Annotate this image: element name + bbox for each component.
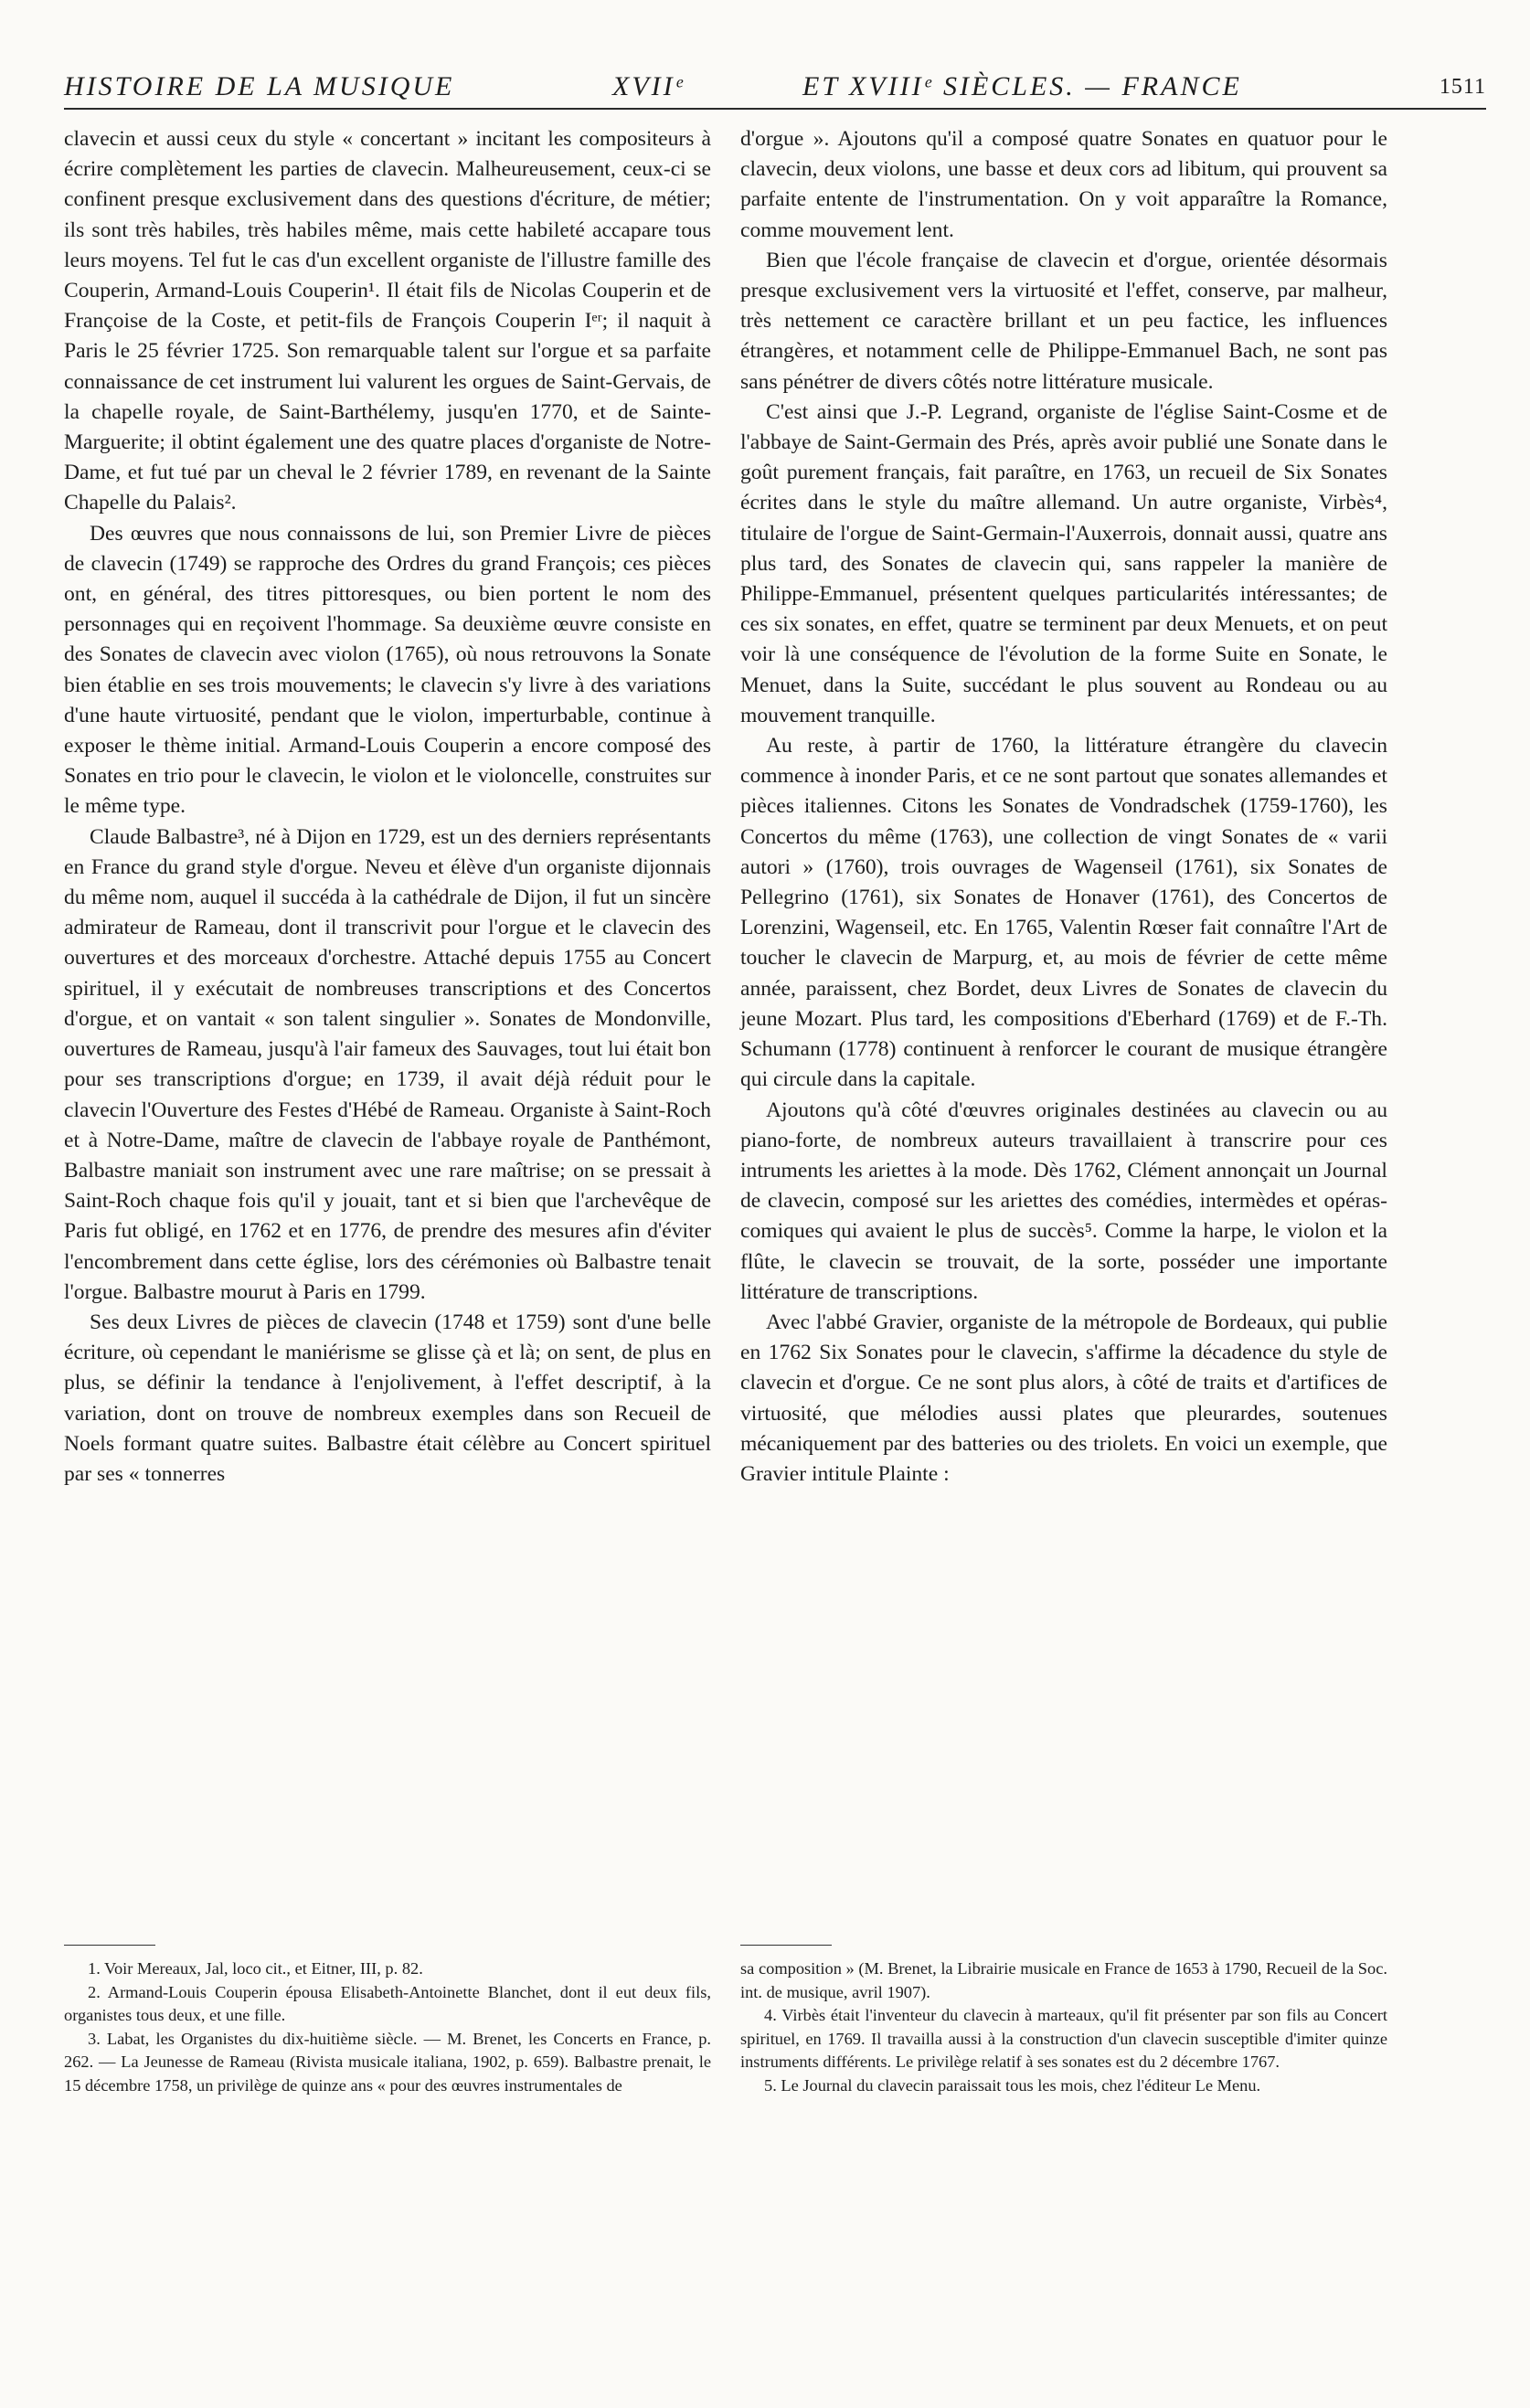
paragraph: Avec l'abbé Gravier, organiste de la métropole de Bordeaux, qui publie en 1762 Six Sonates pour le clavecin, s'affirme la décadence du style de clavecin et d'orgue. Ce ne sont plus alors, à côté de traits et d'artifices de virtuosité, que mélodies aussi plates que pleurardes, soutenues mécaniquement par des batteries ou des triolets. En voici un exemple, que Gravier intitule Plainte : [740, 1310, 1387, 1486]
paragraph: Ajoutons qu'à côté d'œuvres originales destinées au clavecin ou au piano-forte, de nombreux auteurs travaillaient à transcrire pour ces intruments les ariettes à la mode. Dès 1762, Clément annonçait un Journal de clavecin, composé sur les ariettes des comédies, intermèdes et opéras-comiques qui avaient le plus de succès⁵. Comme la harpe, le violon et la flûte, le clavecin se trouvait, de la sorte, posséder une importante littérature de transcriptions. [740, 1098, 1387, 1304]
paragraph: C'est ainsi que J.-P. Legrand, organiste de l'église Saint-Cosme et de l'abbaye de Saint-Germain des Prés, après avoir publié une Sonate dans le goût purement français, fait paraître, en 1763, un recueil de Six Sonates écrites dans le style du maître allemand. Un autre organiste, Virbès⁴, titulaire de l'orgue de Saint-Germain-l'Auxerrois, donnait aussi, quatre ans plus tard, des Sonates de clavecin qui, sans rappeler la manière de Philippe-Emmanuel, présentent quelques particularités intéressantes; de ces six sonates, en effet, quatre se terminent par deux Menuets, et on peut voir là une conséquence de l'évolution de la forme Suite en Sonate, le Menuet, dans la Suite, succédant le plus souvent au Rondeau ou au mouvement tranquille. [740, 399, 1387, 727]
left-column [64, 124, 711, 1490]
footnote-divider [64, 1945, 155, 1946]
footnote: 5. Le Journal du clavecin paraissait tous les mois, chez l'éditeur Le Menu. [764, 2075, 1261, 2095]
paragraph: Des œuvres que nous connaissons de lui, son Premier Livre de pièces de clavecin (1749) se rapproche des Ordres du grand François; ces pièces ont, en général, des titres pittoresques, ou bien portent le nom des personnages qui en reçoivent l'hommage. Sa deuxième œuvre consiste en des Sonates de clavecin avec violon (1765), où nous retrouvons la Sonate bien établie en ses trois mouvements; le clavecin s'y livre à des variations d'une haute virtuosité, pendant que le violon, imperturbable, continue à exposer le thème initial. Armand-Louis Couperin a encore composé des Sonates en trio pour le clavecin, le violon et le violoncelle, construites sur le même type. [64, 521, 711, 819]
paragraph: Ses deux Livres de pièces de clavecin (1748 et 1759) sont d'une belle écriture, où cependant le maniérisme se glisse çà et là; on sent, de plus en plus, se définir la tendance à l'enjolivement, à l'effet descriptif, à la variation, dont on trouve de nombreux exemples dans son Recueil de Noels formant quatre suites. Balbastre était célèbre au Concert spirituel par ses « tonnerres [64, 1310, 711, 1486]
right-column [740, 124, 1387, 1490]
footnote-continued: sa composition » (M. Brenet, la Librairie musicale en France de 1653 à 1790, Recueil de la Soc. int. de musique, avril 1907). [740, 1959, 1387, 2001]
header-title-right: ET XVIIIᵉ SIÈCLES. — FRANCE [802, 71, 1242, 101]
footnote: 3. Labat, les Organistes du dix-huitième siècle. — M. Brenet, les Concerts en France, p. 262. — La Jeunesse de Rameau (Rivista musicale italiana, 1902, p. 659). Balbastre prenait, le 15 décembre 1758, un privilège de quinze ans « pour des œuvres instrumentales de [64, 2029, 711, 2095]
header-title-left: HISTOIRE DE LA MUSIQUE [64, 71, 455, 101]
page-number: 1511 [1439, 75, 1486, 99]
paragraph: d'orgue ». Ajoutons qu'il a composé quatre Sonates en quatuor pour le clavecin, deux violons, une basse et deux cors ad libitum, qui prouvent sa parfaite entente de l'instrumentation. On y voit apparaître la Romance, comme mouvement lent. [740, 127, 1387, 242]
footnotes-right [740, 1957, 1387, 2098]
paragraph: Claude Balbastre³, né à Dijon en 1729, est un des derniers représentants en France du grand style d'orgue. Neveu et élève d'un organiste dijonnais du même nom, auquel il succéda à la cathédrale de Dijon, il fut un sincère admirateur de Rameau, dont il transcrivit pour l'orgue et le clavecin des ouvertures et des morceaux d'orchestre. Attaché depuis 1755 au Concert spirituel, il y exécutait de nombreuses transcriptions et des Concertos d'orgue, et on vantait « son talent singulier ». Sonates de Mondonville, ouvertures de Rameau, jusqu'à l'air fameux des Sauvages, tout lui était bon pour ses transcriptions d'orgue; en 1739, il avait déjà réduit pour le clavecin l'Ouverture des Festes d'Hébé de Rameau. Organiste à Saint-Roch et à Notre-Dame, maître de clavecin de l'abbaye royale de Panthémont, Balbastre maniait son instrument avec une rare maîtrise; on se pressait à Saint-Roch chaque fois qu'il y jouait, tant et si bien que l'archevêque de Paris fut obligé, en 1762 et en 1776, de prendre des mesures afin d'éviter l'encombrement dans cette église, lors des cérémonies où Balbastre tenait l'orgue. Balbastre mourut à Paris en 1799. [64, 824, 711, 1304]
footnote: 2. Armand-Louis Couperin épousa Elisabeth-Antoinette Blanchet, dont il eut deux fils, organistes tous deux, et une fille. [64, 1982, 711, 2025]
paragraph: Bien que l'école française de clavecin et d'orgue, orientée désormais presque exclusivement vers la virtuosité et l'effet, conserve, par malheur, très nettement ce caractère brillant et un peu factice, les influences étrangères, et notamment celle de Philippe-Emmanuel Bach, ne sont pas sans pénétrer de divers côtés notre littérature musicale. [740, 248, 1387, 394]
paragraph: clavecin et aussi ceux du style « concertant » incitant les compositeurs à écrire complètement les parties de clavecin. Malheureusement, ceux-ci se confinent presque exclusivement dans des questions d'écriture, de métier; ils sont très habiles, très habiles même, mais cette habileté accapare tous leurs moyens. Tel fut le cas d'un excellent organiste de l'illustre famille des Couperin, Armand-Louis Couperin¹. Il était fils de Nicolas Couperin et de Françoise de la Coste, et petit-fils de François Couperin Iᵉʳ; il naquit à Paris le 25 février 1725. Son remarquable talent sur l'orgue et sa parfaite connaissance de cet instrument lui valurent les orgues de Saint-Gervais, de la chapelle royale, de Saint-Barthélemy, jusqu'en 1770, et de Sainte-Marguerite; il obtint également une des quatre places d'organiste de Notre-Dame, et fut tué par un cheval le 2 février 1789, en revenant de la Sainte Chapelle du Palais². [64, 127, 711, 515]
footnote-divider [740, 1945, 832, 1946]
footnotes-left [64, 1957, 711, 2098]
header-title-mid: XVIIᵉ [612, 71, 685, 101]
paragraph: Au reste, à partir de 1760, la littérature étrangère du clavecin commence à inonder Paris, et ce ne sont partout que sonates allemandes et pièces italiennes. Citons les Sonates de Vondradschek (1759-1760), les Concertos du même (1763), une collection de vingt Sonates de « varii autori » (1760), trois ouvrages de Wagenseil (1761), six Sonates de Pellegrino (1761), six Sonates de Honaver (1761), des Concertos de Lorenzini, Wagenseil, etc. En 1765, Valentin Rœser fait connaître l'Art de toucher le clavecin de Marpurg, et, au mois de février de cette même année, paraissent, chez Bordet, deux Livres de Sonates de clavecin du jeune Mozart. Plus tard, les compositions d'Eberhard (1769) et de F.-Th. Schumann (1778) continuent à renforcer le courant de musique étrangère qui circule dans la capitale. [740, 734, 1387, 1092]
footnote: 4. Virbès était l'inventeur du clavecin à marteaux, qu'il fit présenter par son fils au Concert spirituel, en 1769. Il travailla aussi à la construction d'un clavecin susceptible d'imiter quinze instruments différents. Le privilège relatif à ses sonates est du 2 décembre 1767. [740, 2006, 1387, 2072]
footnote: 1. Voir Mereaux, Jal, loco cit., et Eitner, III, p. 82. [88, 1959, 423, 1978]
running-header [64, 71, 1486, 110]
